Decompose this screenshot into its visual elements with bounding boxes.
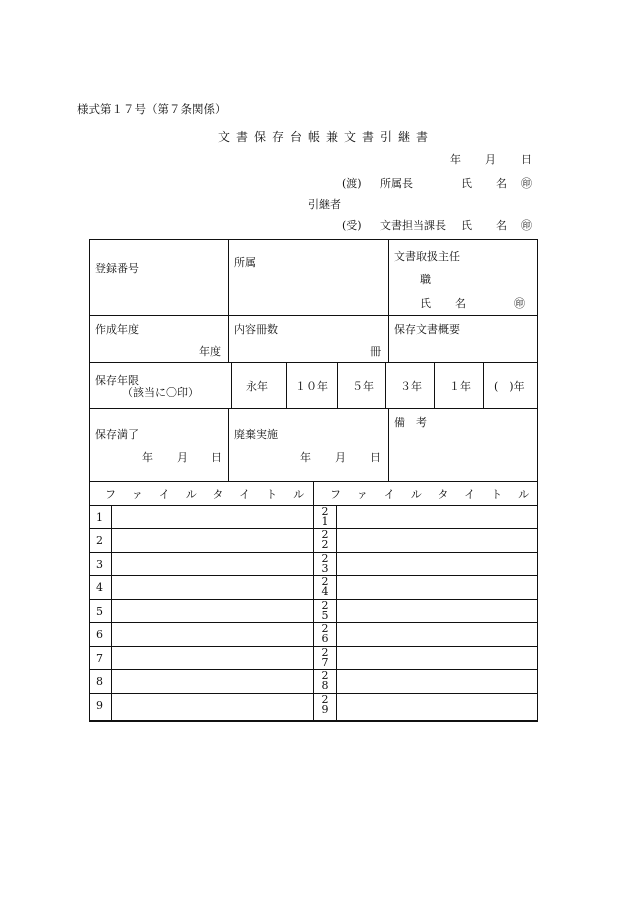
divider: [286, 362, 287, 408]
row-number: 1: [96, 511, 103, 524]
expiry-month: 月: [177, 451, 188, 464]
disposal-day: 日: [370, 451, 381, 464]
divider: [231, 362, 232, 408]
manager-name-1: 氏: [420, 297, 431, 310]
receiver-name-1: 氏: [461, 219, 472, 232]
document-manager-label: 文書取扱主任: [394, 250, 460, 263]
remarks-label: 備 考: [394, 416, 427, 429]
handover-department-head: 所属長: [380, 177, 413, 190]
receiver-seal-icon: ㊞: [521, 219, 532, 232]
row-number-stack: 2 5: [321, 599, 329, 622]
row-number: 7: [96, 652, 103, 665]
retention-period-label: 保存年限: [95, 374, 139, 387]
divider: [483, 362, 484, 408]
divider: [111, 505, 112, 720]
handover-seal-icon: ㊞: [521, 177, 532, 190]
date-day: 日: [521, 153, 532, 166]
row-number: 4: [96, 581, 103, 594]
divider: [337, 362, 338, 408]
divider: [385, 362, 386, 408]
row-number-stack: 2 7: [321, 646, 329, 669]
bottom-rule: [89, 720, 538, 722]
row-number: 5: [96, 605, 103, 618]
receiver-role: (受): [342, 219, 362, 232]
row-number: 6: [96, 628, 103, 641]
summary-label: 保存文書概要: [394, 323, 460, 336]
retention-option-permanent: 永年: [246, 380, 268, 393]
divider: [89, 315, 538, 316]
divider: [336, 505, 337, 720]
row-number-stack: 2 9: [321, 693, 329, 716]
row-number: 2: [96, 534, 103, 547]
divider: [228, 239, 229, 362]
successor-label: 引継者: [308, 198, 341, 211]
divider: [89, 362, 538, 363]
row-number: 9: [96, 699, 103, 712]
row-number-stack: 2 4: [321, 575, 329, 598]
department-label: 所属: [234, 256, 256, 269]
disposal-year: 年: [300, 451, 311, 464]
row-number-stack: 2 3: [321, 552, 329, 575]
file-title-header-right: ファイルタイトル: [330, 488, 546, 501]
created-year-unit: 年度: [199, 345, 221, 358]
manager-seal-icon: ㊞: [514, 297, 525, 310]
date-month: 月: [485, 153, 496, 166]
registration-number-label: 登録番号: [95, 262, 139, 275]
disposal-month: 月: [335, 451, 346, 464]
divider: [388, 408, 389, 481]
divider: [89, 408, 538, 409]
retention-option-1-year: １年: [449, 380, 471, 393]
row-number-stack: 2 1: [321, 505, 329, 528]
handover-name-2: 名: [496, 177, 507, 190]
row-number-stack: 2 2: [321, 528, 329, 551]
position-label: 職: [420, 273, 431, 286]
divider: [228, 408, 229, 481]
divider: [388, 239, 389, 362]
disposal-label: 廃棄実施: [234, 428, 278, 441]
divider: [434, 362, 435, 408]
handover-name-1: 氏: [461, 177, 472, 190]
volume-count-label: 内容冊数: [234, 323, 278, 336]
retention-option-custom: ( )年: [494, 380, 525, 393]
expiry-year: 年: [142, 451, 153, 464]
manager-name-2: 名: [455, 297, 466, 310]
row-number-stack: 2 6: [321, 622, 329, 645]
retention-option-10-years: １０年: [295, 380, 328, 393]
volume-count-unit: 冊: [370, 345, 381, 358]
receiver-name-2: 名: [496, 219, 507, 232]
created-year-label: 作成年度: [95, 323, 139, 336]
date-year: 年: [450, 153, 461, 166]
document-title: 文書保存台帳兼文書引継書: [217, 130, 434, 144]
form-number: 様式第１７号（第７条関係）: [77, 102, 227, 116]
retention-option-5-years: ５年: [352, 380, 374, 393]
receiver-department-head: 文書担当課長: [380, 219, 446, 232]
expiry-label: 保存満了: [95, 428, 139, 441]
row-number: 8: [96, 675, 103, 688]
row-number: 3: [96, 558, 103, 571]
file-title-header-left: ファイルタイトル: [105, 488, 321, 501]
retention-option-3-years: ３年: [400, 380, 422, 393]
expiry-day: 日: [211, 451, 222, 464]
row-number-stack: 2 8: [321, 669, 329, 692]
handover-role: (渡): [342, 177, 362, 190]
retention-period-note: （該当に〇印）: [122, 386, 199, 399]
